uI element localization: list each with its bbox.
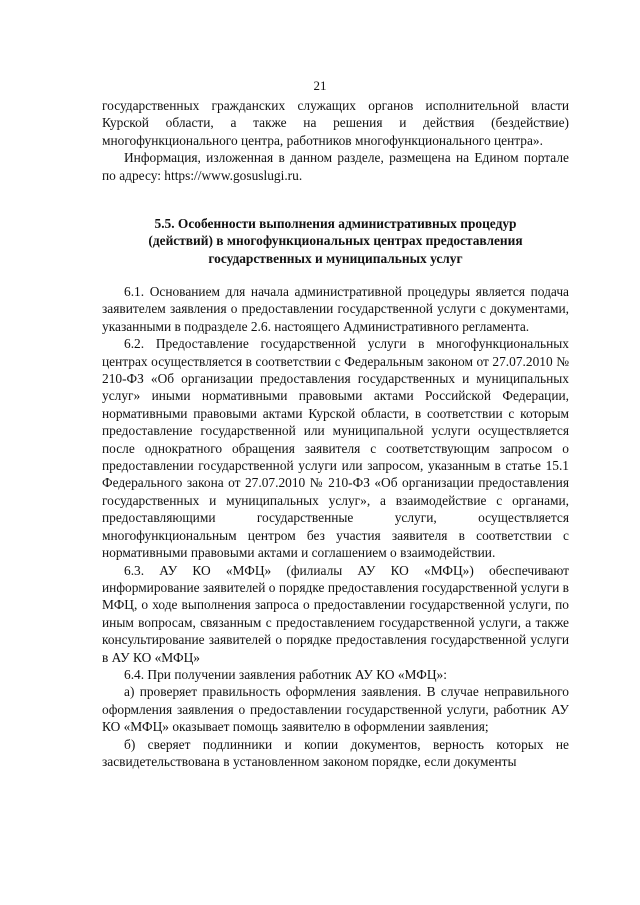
heading-line-2: (действий) в многофункциональных центрах предоставления — [148, 233, 523, 249]
paragraph-6-1: 6.1. Основанием для начала административной процедуры является подача заявителем заявления о предоставлении государственной услуги с документами, указанными в подразделе 2.6. настоящего Административного регламента. — [102, 284, 569, 334]
intro-block — [102, 97, 569, 184]
paragraph-6-4-a: а) проверяет правильность оформления заявления. В случае неправильного оформления заявления о предоставлении государственной услуги, работник АУ КО «МФЦ» оказывает помощь заявителю в оформлении заявления; — [102, 684, 569, 735]
section-body — [102, 283, 569, 770]
page-number: 21 — [313, 78, 327, 93]
intro-paragraph-2: Информация, изложенная в данном разделе, размещена на Едином портале по адресу: https://www.gosuslugi.ru. — [102, 150, 569, 183]
paragraph-6-4-b: б) сверяет подлинники и копии документов, верность которых не засвидетельствована в установленном законом порядке, если документы — [102, 736, 569, 769]
section-heading — [102, 215, 569, 267]
heading-line-3: государственных и муниципальных услуг — [208, 250, 463, 266]
paragraph-6-3: 6.3. АУ КО «МФЦ» (филиалы АУ КО «МФЦ») обеспечивают информирование заявителей о порядке предоставления государственной услуги в МФЦ, о ходе выполнения запроса о предоставлении государственной услуги, по иным вопросам, связанным с предоставлением государственной услуги, а также консультирование заявителей о порядке предоставления государственной услуги в АУ КО «МФЦ» — [102, 562, 569, 665]
heading-line-1: 5.5. Особенности выполнения административных процедур — [154, 216, 517, 231]
paragraph-6-2: 6.2. Предоставление государственной услуги в многофункциональных центрах осуществляется в соответствии с Федеральным законом от 27.07.2010 № 210-ФЗ «Об организации предоставления государственных и муниципальных услуг» иными нормативными правовыми актами Российской Федерации, нормативными правовыми актами Курской области, в соответствии с которым предоставление государственной или муниципальной услуги осуществляется после однократного обращения заявителя с соответствующим запросом о предоставлении государственной услуги или запросом, указанным в статье 15.1 Федерального закона от 27.07.2010 № 210-ФЗ «Об организации предоставления государственных и муниципальных услуг», а взаимодействие с органами, предоставляющими государственные услуги, осуществляется многофункциональным центром без участия заявителя в соответствии с нормативными правовыми актами и соглашением о взаимодействии. — [102, 336, 569, 561]
intro-paragraph-1: государственных гражданских служащих органов исполнительной власти Курской области, а также на решения и действия (бездействие) многофункционального центра, работников многофункционального центра». — [102, 98, 569, 148]
paragraph-6-4: 6.4. При получении заявления работник АУ КО «МФЦ»: — [124, 666, 447, 682]
